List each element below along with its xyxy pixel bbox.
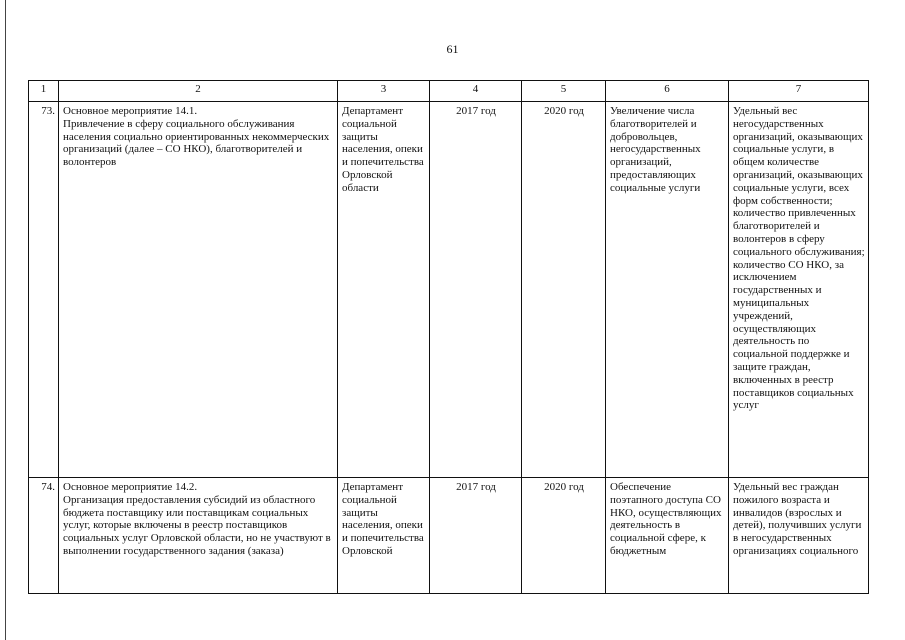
measure-title: Основное мероприятие 14.1. [63, 105, 198, 117]
measures-table [28, 80, 869, 594]
row-number: 74. [29, 478, 59, 594]
indicator-cell: Удельный вес негосударственных организаций, оказывающих социальные услуги, в общем количестве организаций, оказывающих социальные услуги, всех форм собственности; количество привлеченных благотворителей и волонтеров в сферу социального обслуживания; количество СО НКО, за исключением государственных и муниципальных учреждений, осуществляющих деятельность по социальной поддержке и защите граждан, включенных в реестр поставщиков социальных услуг [729, 102, 869, 478]
measure-description: Привлечение в сферу социального обслуживания населения социально ориентированных некоммерческих организаций (далее – СО НКО), благотворителей и волонтеров [63, 117, 330, 169]
expected-result-cell: Обеспечение поэтапного доступа СО НКО, осуществляющих деятельность в социальной сфере, к бюджетным [606, 478, 729, 594]
executor-cell: Департамент социальной защиты населения, опеки и попечительства Орловской [338, 478, 430, 594]
start-year-cell: 2017 год [430, 102, 522, 478]
page-number: 61 [446, 42, 459, 56]
end-year-cell: 2020 год [522, 478, 606, 594]
measure-cell [59, 478, 338, 594]
start-year-cell: 2017 год [430, 478, 522, 594]
header-col-6: 6 [606, 81, 729, 102]
header-col-1: 1 [29, 81, 59, 102]
header-col-3: 3 [338, 81, 430, 102]
measure-cell [59, 102, 338, 478]
header-row [29, 81, 869, 102]
header-col-7: 7 [729, 81, 869, 102]
table-row [29, 102, 869, 478]
indicator-cell: Удельный вес граждан пожилого возраста и инвалидов (взрослых и детей), получивших услуги в негосударственных организациях социального [729, 478, 869, 594]
header-col-2: 2 [59, 81, 338, 102]
header-col-4: 4 [430, 81, 522, 102]
end-year-cell: 2020 год [522, 102, 606, 478]
executor-cell: Департамент социальной защиты населения, опеки и попечительства Орловской области [338, 102, 430, 478]
measure-title: Основное мероприятие 14.2. [63, 481, 198, 493]
table-row [29, 478, 869, 594]
row-number: 73. [29, 102, 59, 478]
page-left-border [5, 0, 6, 640]
header-col-5: 5 [522, 81, 606, 102]
expected-result-cell: Увеличение числа благотворителей и добровольцев, негосударственных организаций, предоставляющих социальные услуги [606, 102, 729, 478]
measure-description: Организация предоставления субсидий из областного бюджета поставщику или поставщикам социальных услуг, которые включены в реестр поставщиков социальных услуг Орловской области, но не участвуют в выполнении государственного задания (заказа) [63, 493, 331, 557]
